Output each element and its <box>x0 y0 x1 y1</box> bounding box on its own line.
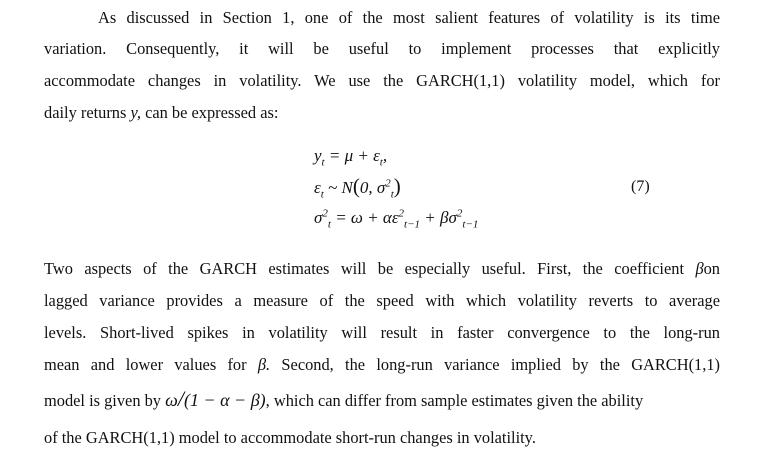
paragraph1-line2: variation. Consequently, it will be useful to implement processes that explicitly <box>44 39 720 58</box>
eq-superscript: 2 <box>322 207 328 220</box>
eq-symbol: = ω + αε <box>330 208 399 227</box>
eq-symbol: + βσ <box>420 208 457 227</box>
variable-beta: β <box>695 259 704 278</box>
text-segment: Second, the long-run variance implied by the GARCH(1,1) <box>281 355 720 374</box>
eq-subscript: t−1 <box>462 218 479 231</box>
paragraph2-line5 <box>44 386 720 411</box>
paragraph2-line3: levels. Short-lived spikes in volatility will result in faster convergence to the long-run <box>44 323 720 342</box>
eq-subscript: t <box>327 218 331 231</box>
text-segment: model is given by <box>44 391 161 410</box>
eq-symbol: , <box>382 146 388 165</box>
variable-y: y, <box>130 103 141 122</box>
formula-denominator: (1 − α − β) <box>183 390 266 410</box>
eq-superscript: 2 <box>456 207 463 220</box>
text-segment: on <box>703 259 720 278</box>
eq-symbol: = μ + ε <box>324 146 380 165</box>
text-segment: Two aspects of the GARCH estimates will be especially useful. First, the coefficient <box>44 259 684 278</box>
text-segment: mean and lower values for <box>44 355 247 374</box>
eq-subscript: t <box>379 156 383 169</box>
text-segment: , which can differ from sample estimates given the ability <box>265 391 644 410</box>
variable-beta: β. <box>257 355 271 374</box>
eq-subscript: t <box>320 188 324 201</box>
eq-subscript: t−1 <box>404 218 421 231</box>
eq-superscript: 2 <box>385 177 391 190</box>
eq-superscript: 2 <box>398 207 405 220</box>
eq-subscript: t <box>390 188 394 201</box>
formula-omega: ω <box>165 390 178 410</box>
eq-symbol: ε <box>314 178 321 197</box>
equation-row-3 <box>314 207 478 229</box>
eq-symbol: σ <box>314 208 323 227</box>
equation-number: (7) <box>631 178 650 195</box>
paragraph2-line4 <box>44 355 720 375</box>
eq-symbol: y <box>314 146 322 165</box>
paragraph2-line2: lagged variance provides a measure of the speed with which volatility reverts to average <box>44 291 720 310</box>
paragraph2-line6: of the GARCH(1,1) model to accommodate short-run changes in volatility. <box>44 428 536 447</box>
eq-paren: ) <box>393 174 401 198</box>
formula-slash: / <box>177 386 184 411</box>
text-segment: daily returns <box>44 103 127 122</box>
paragraph2-line1 <box>44 259 720 279</box>
eq-paren: ( <box>352 174 360 198</box>
eq-subscript: t <box>321 156 325 169</box>
paragraph1-line1: As discussed in Section 1, one of the most salient features of volatility is its time <box>98 8 720 27</box>
equation-row-1 <box>314 145 387 167</box>
paragraph1-line4 <box>44 103 720 123</box>
paragraph1-line3: accommodate changes in volatility. We use the GARCH(1,1) volatility model, which for <box>44 71 720 90</box>
eq-symbol: ~ N <box>323 178 353 197</box>
text-segment: can be expressed as: <box>145 103 279 122</box>
equation-row-2 <box>314 175 401 199</box>
eq-symbol: 0, σ <box>359 178 386 197</box>
